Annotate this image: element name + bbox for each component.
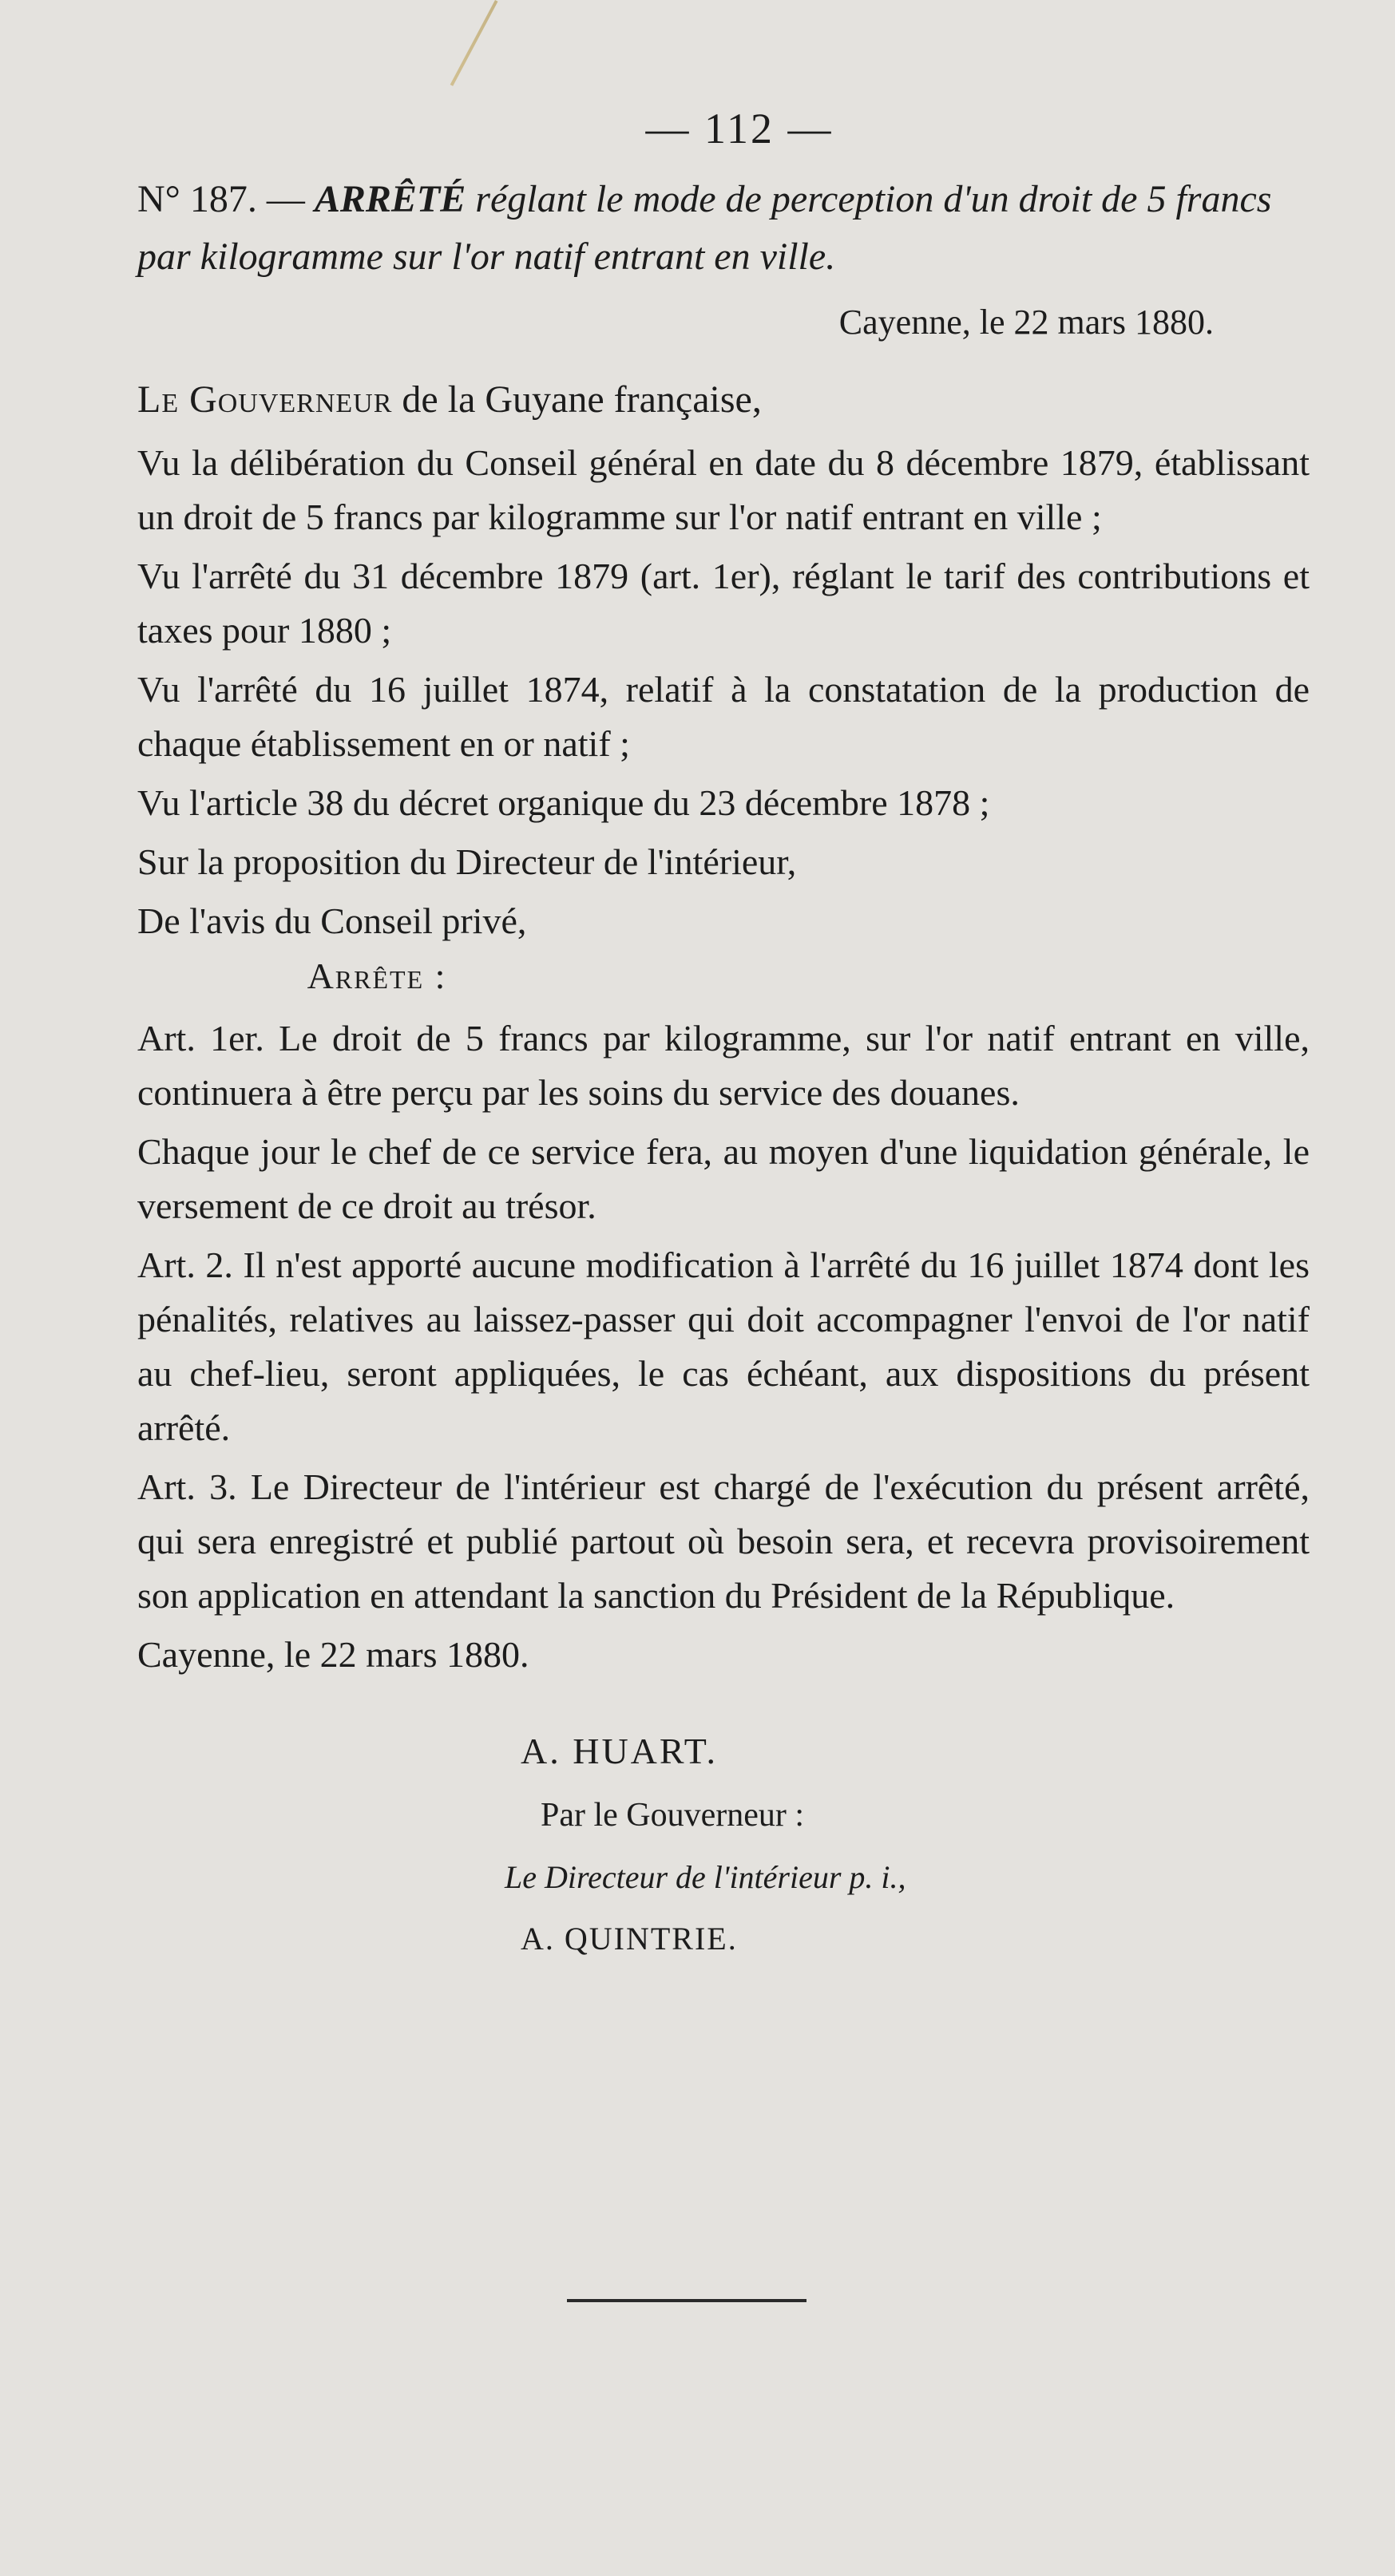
by-governor-line: Par le Gouverneur : [541, 1797, 805, 1834]
ink-mark [450, 0, 498, 86]
consideration-6: De l'avis du Conseil privé, [137, 900, 527, 941]
governor-rest: de la Guyane française, [392, 378, 762, 421]
closing-rule [567, 2299, 806, 2302]
consideration-4: Vu l'article 38 du décret organique du 23 décembre 1878 ; [137, 782, 990, 823]
document-body [137, 104, 1310, 1957]
governor-signature: A. HUART. [521, 1731, 718, 1771]
consideration-3: Vu l'arrêté du 16 juillet 1874, relatif à la constatation de la production de chaque établissement en or natif ; [137, 669, 1310, 764]
decree-heading: ARRÊTÉ [314, 178, 466, 220]
article-2: Art. 2. Il n'est apporté aucune modification à l'arrêté du 16 juillet 1874 dont les pénalités, relatives au laissez-passer qui doit accompagner l'envoi de l'or natif au chef-lieu, seront appliquées, le cas échéant, aux dispositions du présent arrêté. [137, 1244, 1310, 1448]
governor-lead: Le Gouverneur [137, 378, 393, 421]
decree-subject: réglant le mode de perception d'un droit de 5 francs par kilogramme sur l'or natif entrant en ville. [137, 178, 1272, 278]
arrete-label: Arrête : [307, 956, 447, 996]
director-signature: A. QUINTRIE. [521, 1921, 738, 1957]
page-number: — 112 — [645, 105, 834, 152]
article-3: Art. 3. Le Directeur de l'intérieur est chargé de l'exécution du présent arrêté, qui sera enregistré et publié partout où besoin sera, et recevra provisoirement son application en attendant la sanction du Président de la République. [137, 1466, 1310, 1616]
consideration-1: Vu la délibération du Conseil général en date du 8 décembre 1879, établissant un droit de 5 francs par kilogramme sur l'or natif entrant en ville ; [137, 442, 1310, 537]
consideration-2: Vu l'arrêté du 31 décembre 1879 (art. 1er), réglant le tarif des contributions et taxes pour 1880 ; [137, 556, 1310, 651]
place-date: Cayenne, le 22 mars 1880. [838, 303, 1214, 342]
decree-title [137, 171, 1310, 286]
consideration-5: Sur la proposition du Directeur de l'intérieur, [137, 841, 797, 882]
article-1: Art. 1er. Le droit de 5 francs par kilogramme, sur l'or natif entrant en ville, continuera à être perçu par les soins du service des douanes. [137, 1018, 1310, 1113]
opening-line [137, 378, 1310, 421]
title-dash: — [256, 178, 315, 220]
article-1-continued: Chaque jour le chef de ce service fera, au moyen d'une liquidation générale, le versement de ce droit au trésor. [137, 1131, 1310, 1226]
director-title: Le Directeur de l'intérieur p. i., [505, 1859, 906, 1895]
decree-number: N° 187. [137, 178, 257, 220]
closing-place-date: Cayenne, le 22 mars 1880. [137, 1634, 529, 1675]
